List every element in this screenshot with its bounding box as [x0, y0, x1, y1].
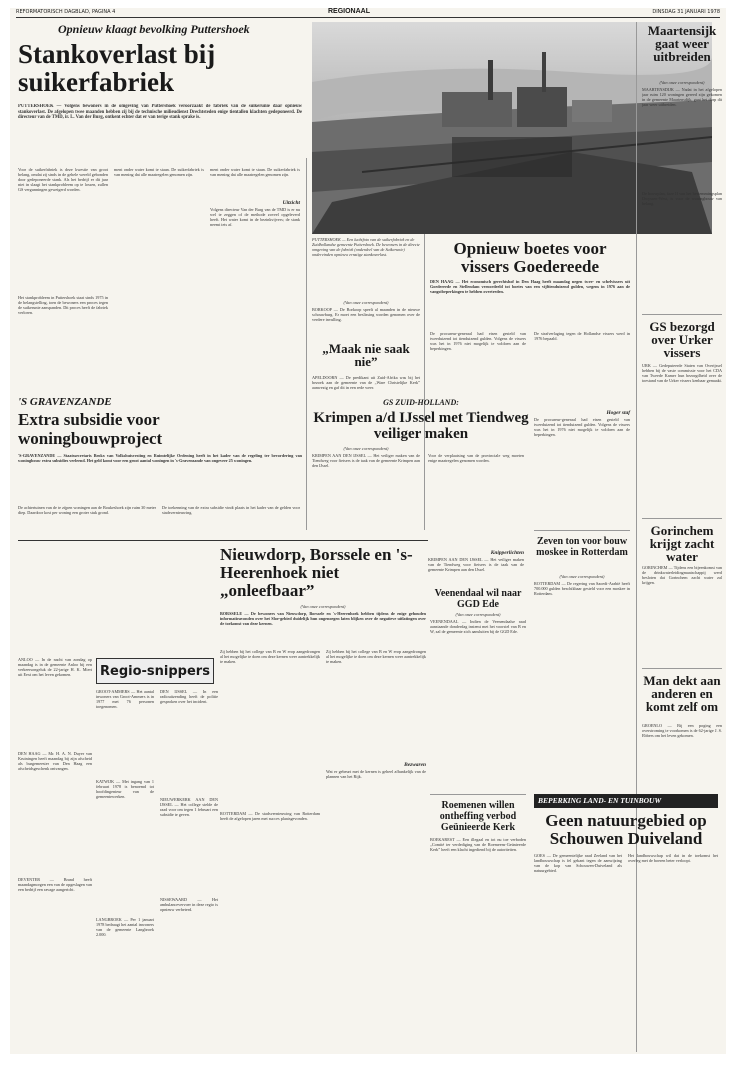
zeven-body: ROTTERDAM — De regering van Saoedi-Arabië heeft 700.000 gulden beschikbaar gesteld voor een moskee in Rotterdam.	[534, 582, 630, 596]
krimpen-body2: Voor de verplaatsing van de provinciale weg moeten enige maatregelen genomen worden.	[428, 454, 524, 463]
nieuwdorp-corr: (Van onze correspondent)	[300, 604, 346, 609]
article-lead: PUTTERSHOEK — Volgens bewoners in de omgeving van Puttershoek veroorzaakt de fabriek van de suikerunie daar opnieuw stankoverlast. De afgelopen twee maanden hebben zij bij de technische milieudienst Drechtsteden enige tientallen klachten gedeponeerd. De directeur van de TMD, ir. L. Van der Burg, ontkent echter dat er van terige stank sprake is.	[18, 104, 302, 121]
krimpen-corr: (Van onze correspondent)	[343, 446, 389, 451]
maak-headline: „Maak nie saak nie”	[322, 341, 410, 369]
regio-nissewaard: NISSEWAARD — Het ambulancevervoer in deze regio is opnieuw verbeterd.	[160, 898, 218, 912]
article-body-col3: ment onder water komt te staan. De suikerfabriek is van mening dat alle maatregelen genomen zijn.	[210, 168, 300, 177]
regio-denhaag: DEN HAAG — Mr. H. A. N. Duyer van Kruiningen heeft maandag bij zijn afscheid als burgemeester van Den Haag een afscheidsgeschenk ontvangen.	[18, 752, 92, 771]
photo-caption-corr: (Van onze correspondent)	[343, 300, 389, 305]
photo-caption: PUTTERSHOEK — Een luchtfoto van de suikerfabriek en de Zuidhollandse gemeente Puttershoek. De bewoners in de directe omgeving van de fabriek (onderdeel van de Suikerunie) ondervinden opnieuw ernstige stankoverlast.	[312, 238, 420, 257]
zeven-corr: (Van onze correspondent)	[559, 574, 605, 579]
urker-headline: GS bezorgd over Urker vissers	[649, 319, 715, 360]
header-paper-name: REFORMATORISCH DAGBLAD, PAGINA 4	[16, 9, 116, 15]
krimpen-subhead: Knipperlichten	[490, 550, 524, 556]
boetes-body2: De strafverlaging tegen de Hollandse vissers werd in 1976 bepaald.	[534, 332, 630, 341]
maartensdijk-corr: (Van onze correspondent)	[659, 80, 705, 85]
gorinchem-body: GORINCHEM — Tijdens een bijeenkomst van de drinkwaterleidingmaatschappij werd besloten dat Gorinchem zacht water zal krijgen.	[642, 566, 722, 585]
krimpen-body: KRIMPEN AAN DEN IJSSEL — Het veiliger maken van de Tiendweg voor fietsers is de taak van de gemeente Krimpen aan den IJssel.	[312, 454, 420, 468]
header-date: DINSDAG 31 JANUARI 1978	[652, 9, 720, 15]
article-body-col2: ment onder water komt te staan. De suikerfabriek is van mening dat alle maatregelen genomen zijn.	[114, 168, 204, 177]
boetes-lead: DEN HAAG — Het economisch gerechtshof in Den Haag heeft maandag negen twee- en schelvissers uit Goedereede en Stellendam veroordeeld tot boetes van een vijftienduizend gulden, wegens in 1976 aan de vangstbeperkingen te hebben overtreden.	[430, 280, 630, 294]
krimpen-headline: Krimpen a/d IJssel met Tiendweg veiliger maken	[313, 410, 529, 442]
edde-corr: (Van onze correspondent)	[455, 612, 501, 617]
maartensdijk-body: MAARTENSDIJK — Nadat in het afgelopen jaar ruim 120 woningen gereed zijn gekomen in de gemeente Maartensdijk, gaat het dorp dit jaar weer uitbreiden.	[642, 88, 722, 107]
urker-body: URK — Gedeputeerde Staten van Overijssel hebben bij de vaste commissie voor het CDA van Tweede Kamer hun bezorgdheid over de toestand van de Urker vissers kenbaar gemaakt.	[642, 364, 722, 383]
gravenzande-headline: Extra subsidie voor woningbouwproject	[18, 410, 163, 448]
gravenzande-lead: 'S-GRAVENZANDE — Staatssecretaris Brokx van Volkshuisvesting en Ruimtelijke Ordening heeft in het kader van de regeling ter bevordering van woningbouw extra subsidies verleend. Het geld komt voor een groot aantal woningen in 's-Gravenzande van ongeveer 25 woningen.	[18, 454, 302, 463]
article-kicker: Opnieuw klaagt bevolking Puttershoek	[58, 22, 250, 36]
krimpen-section: GS ZUID-HOLLAND:	[383, 398, 459, 407]
gravenzande-body2: De toekenning van de extra subsidie vindt plaats in het kader van de gelden voor stadsvernieuwing.	[162, 506, 300, 515]
roemenen-headline: Roemenen willen ontheffing verbod Geünieerde Kerk	[439, 800, 517, 833]
regio-title: Regio-snippers	[100, 664, 210, 679]
photo-caption-body: BORKOOP — De Borkoop speelt al maanden in de nieuwe schouwburg. Er moet een beslissing worden genomen over de verdere invulling.	[312, 308, 420, 322]
zeven-headline: Zeven ton voor bouw moskee in Rotterdam	[536, 536, 628, 558]
edde-body: VEENENDAAL — Indien de Veenendaalse raad aanstaande donderdag instemt met het voorstel van B en W, zal de gemeente zich aansluiten bij de GGD Ede.	[430, 620, 526, 634]
schouwen-headline: Geen natuurgebied op Schouwen Duiveland	[545, 811, 707, 848]
article-subhead: Uitzicht	[282, 200, 300, 206]
header-section-title: REGIONAAL	[328, 8, 370, 15]
regio-rotterdam: ROTTERDAM — De stadsvernieuwing van Rotterdam heeft de afgelopen jaren met succes plaatsgevonden.	[220, 812, 320, 821]
nieuwdorp-headline: Nieuwdorp, Borssele en 's-Heerenhoek niet „onleefbaar”	[220, 545, 413, 600]
newspaper-sheet	[10, 8, 726, 1054]
krimpen-body3: KRIMPEN AAN DEN IJSSEL — Het veiliger maken van de Tiendweg voor fietsers is de taak van de gemeente Krimpen aan den IJssel.	[428, 558, 524, 572]
article-headline: Stankoverlast bij suikerfabriek	[18, 39, 216, 97]
regio-nieuwerkerk: NIEUWERKERK AAN DEN IJSSEL — Het college stelde de raad voor om tegen 1 februari een subsidie te geven.	[160, 798, 218, 817]
header-rule	[16, 17, 720, 18]
maak-body: APELDOORN — De predikant uit Zuid-Afrika was bij het bezoek aan de gemeente van de „Ware Christelijke Kerk” aanwezig en gaf dit in een rede weer.	[312, 376, 420, 390]
regio-den-ijssel: DEN IJSSEL — In een radiouitzending heeft de politie gesproken over het incident.	[160, 690, 218, 704]
nieuwdorp-body3: Wat er gebeurt met de kernen is geheel afhankelijk van de plannen van het Rijk.	[326, 770, 426, 779]
schouwen-section-bar	[534, 794, 718, 808]
gorinchem-headline: Gorinchem krijgt zacht water	[649, 523, 715, 564]
gravenzande-body: De achtertuinen van de te zijpen woningen aan de Boukeshoek zijn ruim 30 meter diep. Daardoor kost per woning een groter stuk grond.	[18, 506, 156, 515]
nieuwdorp-subhead: Bezwaren	[404, 762, 426, 768]
schouwen-body: GOES — De gemeentelijke raad Zeeland van het landbouwschap is fel gekant tegen de aanwijzing van de kop van Schouwen-Duiveland als natuurgebied.	[534, 854, 622, 873]
nieuwdorp-body2: Zij hebben bij het college van B en W erop aangedrongen al het mogelijke te doen om deze kernen weer aantrekkelijk te maken.	[326, 650, 426, 664]
article-body-col3b: Volgens directeur Van der Burg van de TMD is er nu wel te zeggen of de methode zoveel opgeleverd heeft. Het water komt in de bezinkvijvers; de stank neemt iets af.	[210, 208, 300, 227]
boetes-body3: De procureur-generaal had eisen gesteld van tweeduizend tot tienduizend gulden. Volgens de vissers was het in 1976 niet mogelijk te voldoen aan de beperkingen.	[534, 418, 630, 437]
nieuwdorp-lead: BORSSELE — De bewoners van Nieuwdorp, Borssele en 's-Heerenhoek hebben tijdens de enige gehouden informatieavonden over het Sloe-gebied duidelijk hun ongenoegen laten blijken over de negatieve uitlatingen over de toekomst van deze kernen.	[220, 612, 426, 626]
regio-langbroek: LANGBROEK — Per 1 januari 1978 bedraagt het aantal inwoners van de gemeente Langbroek 2.000.	[96, 918, 154, 937]
article-body-col1b: Het stankprobleem in Puttershoek staat sinds 1975 in de belangstelling, toen de bewoners een proces tegen de suikerunie aanspanden. Dit proces heeft de fabriek verloren.	[18, 296, 108, 315]
gravenzande-kicker: 'S GRAVENZANDE	[18, 396, 112, 408]
article-body-col1: Voor de suikerfabriek is deze kwestie van groot belang, omdat zij sinds in de gehele wereld gebonden door gedeponeerde stank. Als het bedrijf er dit jaar niet in slaagt het stankprobleem op te lossen, zullen GS vergunningen geweigerd worden.	[18, 168, 108, 192]
maartensdijk-headline: Maartensijk gaat weer uitbreiden	[647, 23, 717, 64]
maartensdijk-body2: De bouwplan, faze II van het bestemmingsplan Dwyssen-West, is voor de woningbouw van belang.	[642, 192, 722, 206]
man-body: GROENLO — Bij een poging een overstroming te voorkomen is de 62-jarige J. S. Ebbers om het leven gekomen.	[642, 724, 722, 738]
regio-title-box	[96, 658, 214, 684]
regio-katwijk: KATWIJK — Met ingang van 1 februari 1978 is benoemd tot hoofdingenieur van de gemeentewerken.	[96, 780, 154, 799]
regio-anloo: ANLOO — In de nacht van zondag op maandag is in de gemeente Anloo bij een verkeersongeluk de 22-jarige H. K. Miert uit Eext om het leven gekomen.	[18, 658, 92, 677]
schouwen-section: BEPERKING LAND- EN TUINBOUW	[538, 796, 662, 805]
boetes-body: De procureur-generaal had eisen gesteld van tweeduizend tot tienduizend gulden. Volgens de vissers was het in 1976 niet mogelijk te voldoen aan de beperkingen.	[430, 332, 526, 351]
man-headline: Man dekt aan anderen en komt zelf om	[643, 673, 721, 714]
boetes-subhead: Hoger staf	[606, 410, 630, 416]
regio-groot-ammers: GROOT-AMMERS — Het aantal inwoners van Groot-Ammers is in 1977 met 76 personen toegenomen.	[96, 690, 154, 709]
schouwen-body2: Het landbouwschap wil dat in de toekomst het overleg met de boeren beter verloopt.	[628, 854, 718, 863]
nieuwdorp-body: Zij hebben bij het college van B en W erop aangedrongen al het mogelijke te doen om deze kernen weer aantrekkelijk te maken.	[220, 650, 320, 664]
regio-deventer: DEVENTER — Brand heeft maandagmorgen een van de opgeslagen van een bedrijf een ravage aangericht.	[18, 878, 92, 892]
edde-headline: Veenendaal wil naar GGD Ede	[434, 588, 522, 610]
roemenen-body: BOEKAREST — Een illegaal en tot nu toe verboden „Comité ter verdediging van de Roemeens-Geünieerde Kerk” heeft een klacht ingediend bij de autoriteiten.	[430, 838, 526, 852]
boetes-headline: Opnieuw boetes voor vissers Goedereede	[453, 239, 607, 276]
